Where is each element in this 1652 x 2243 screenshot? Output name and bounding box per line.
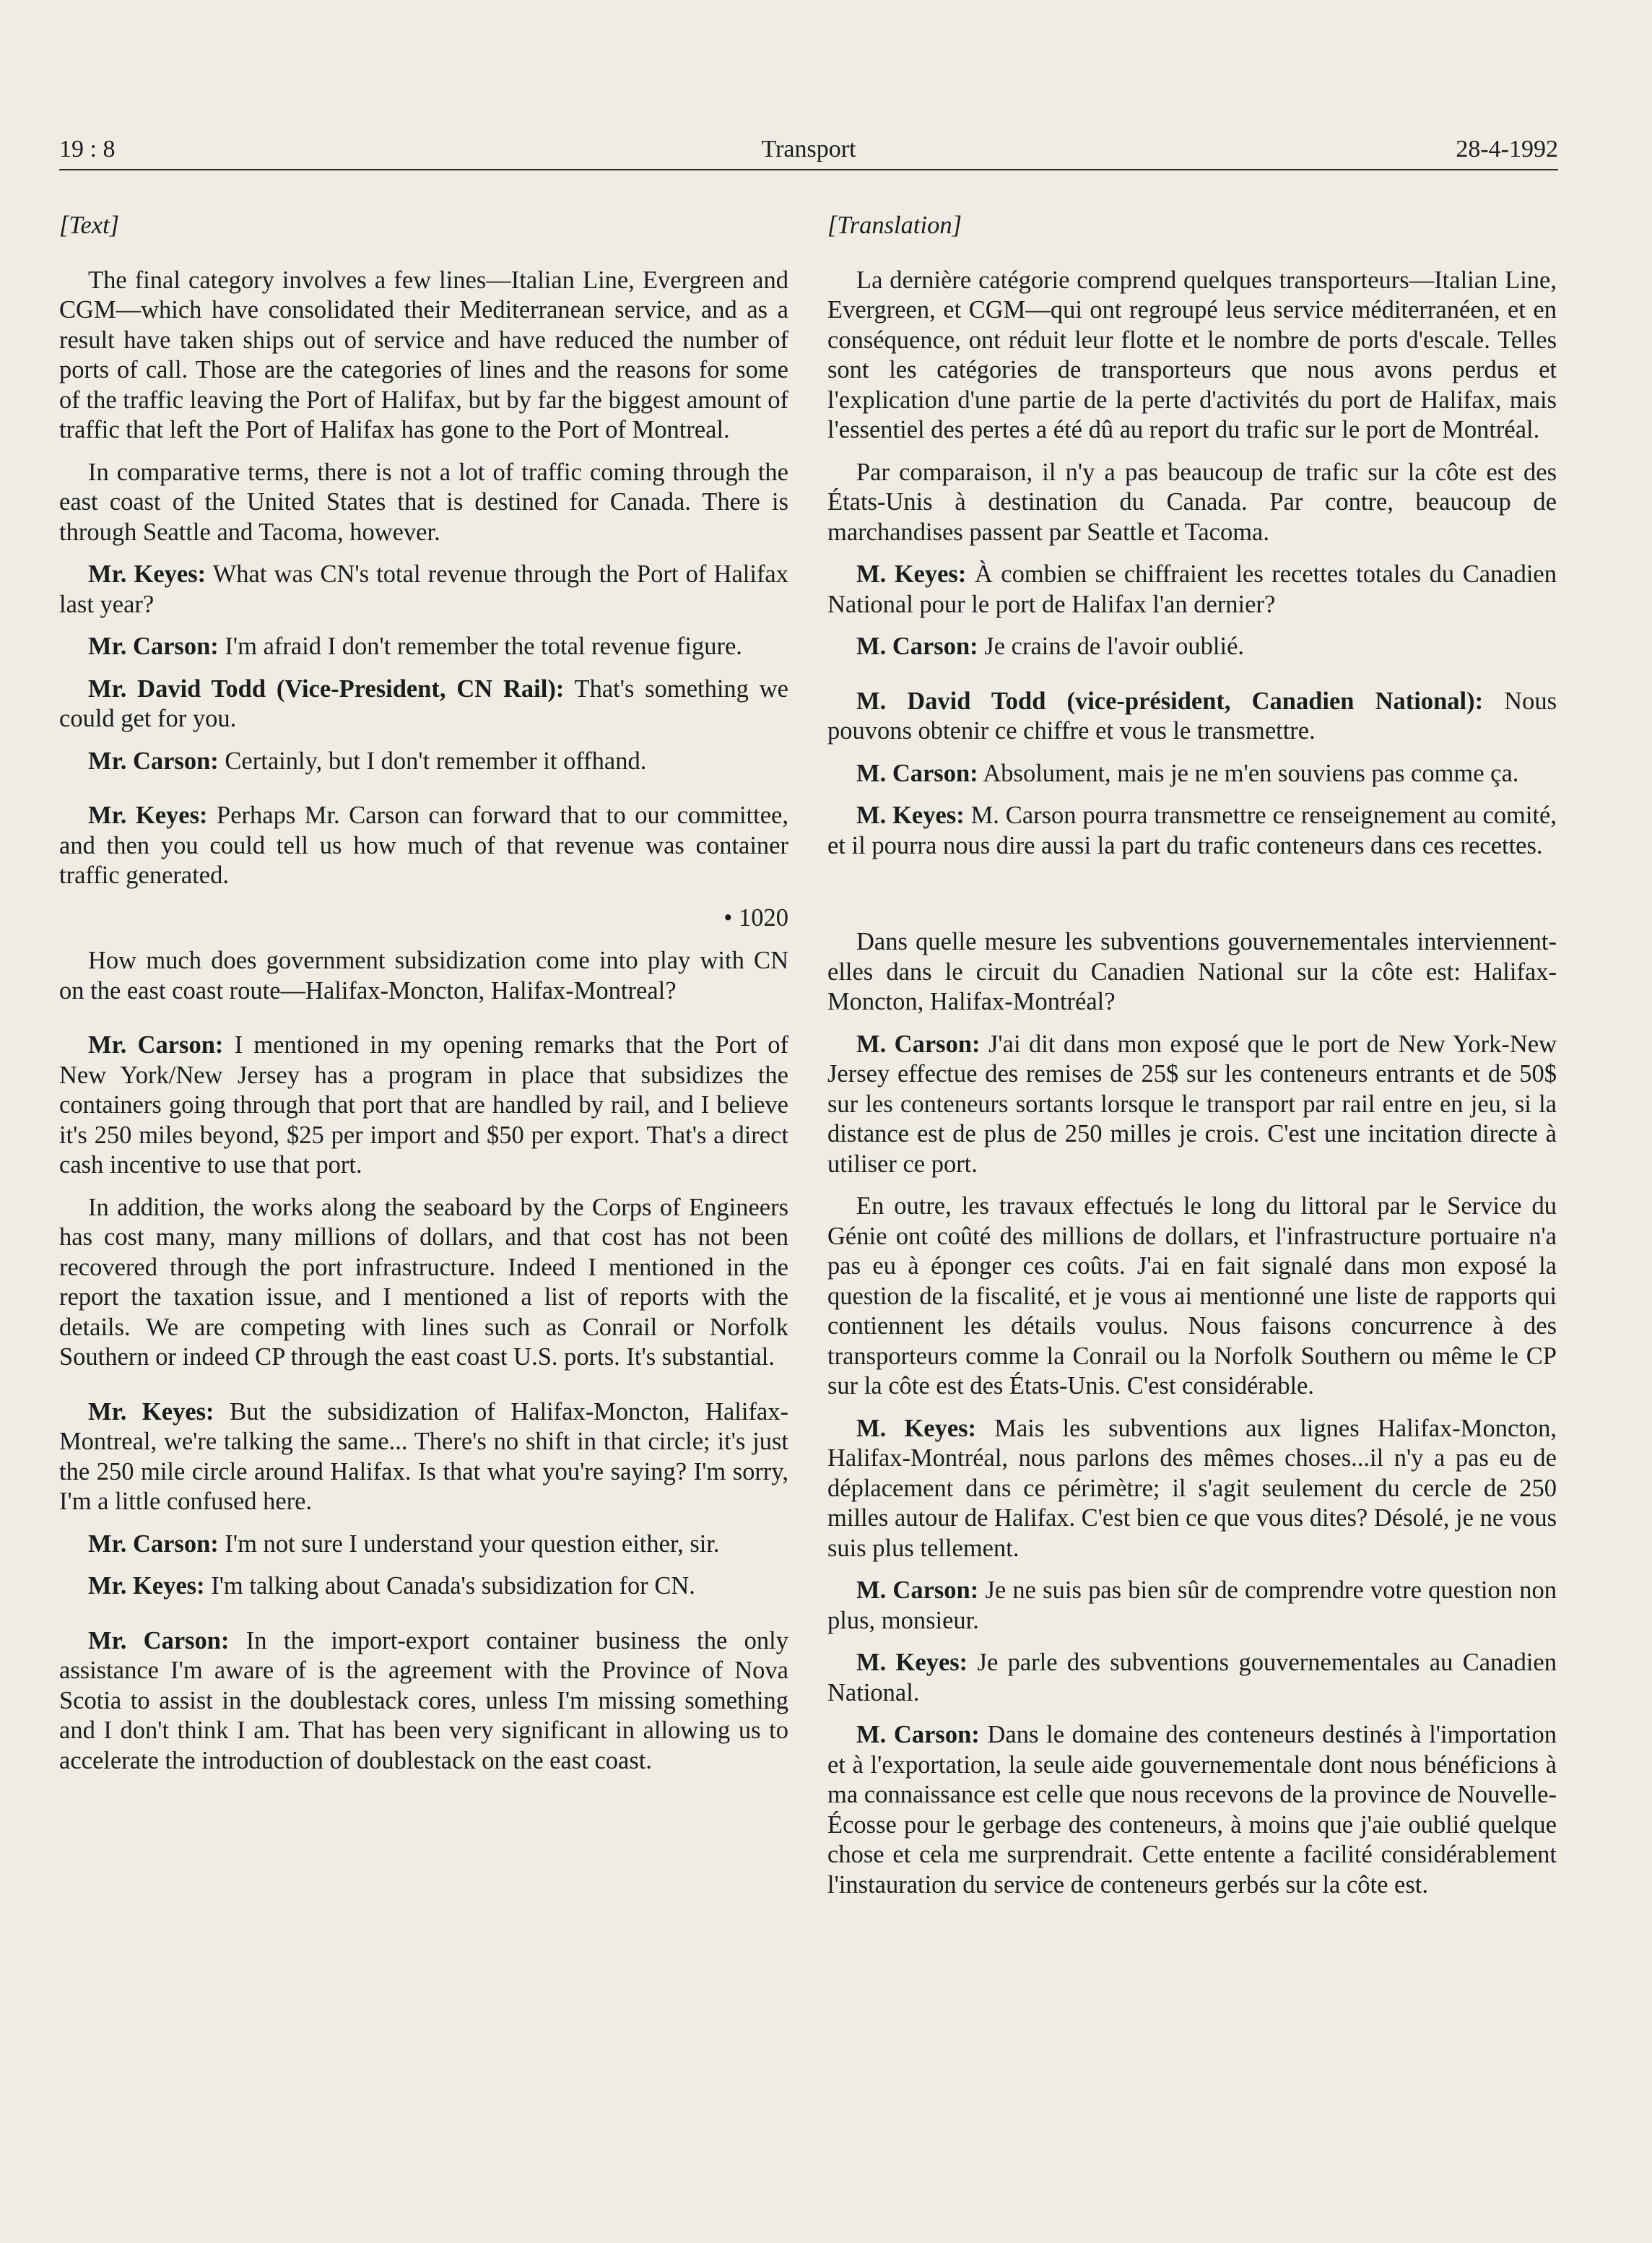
- paragraph: [59, 1571, 788, 1602]
- paragraph-text: En outre, les travaux effectués le long du littoral par le Service du Génie ont coûté des millions de dollars, et l'infrastructure portuaire n'a pas eu à éponger ces coûts. J'ai en fait signalé dans mon exposé la question de la fiscalité, et je vous ai mentionné une liste de rapports qui contiennent les détails voulus. Nous faisons concurrence à des transporteurs comme la Conrail ou la Norfolk Southern ou même le CP sur la côte est des États-Unis. C'est considérable.: [827, 1192, 1557, 1400]
- speaker-name: Mr. Carson:: [88, 1626, 230, 1654]
- paragraph-text: M. Carson pourra transmettre ce renseignement au comité, et il pourra nous dire aussi la part du trafic conteneurs dans ces recettes.: [827, 802, 1557, 859]
- paragraph-text: That's something we could get for you.: [59, 674, 788, 732]
- paragraph-text: Par comparaison, il n'y a pas beaucoup de trafic sur la côte est des États-Unis à destination du Canada. Par contre, beaucoup de marchandises passent par Seattle et Tacoma.: [827, 458, 1557, 546]
- paragraph: [59, 747, 788, 777]
- speaker-name: M. Carson:: [856, 759, 978, 787]
- paragraph: [59, 1031, 788, 1181]
- speaker-name: M. David Todd (vice-président, Canadien National):: [856, 687, 1484, 715]
- paragraph: [827, 1648, 1557, 1708]
- french-column: [827, 211, 1557, 1912]
- paragraph: [59, 1397, 788, 1517]
- speaker-name: Mr. Keyes:: [88, 560, 206, 588]
- paragraph: [827, 801, 1557, 861]
- column-label: [Text]: [59, 212, 120, 239]
- paragraph-text: I mentioned in my opening remarks that the Port of New York/New Jersey has a program in place that subsidizes the containers going through that port that are handled by rail, and I believe it's 250 miles beyond, $25 per import and $50 per export. That's a direct cash incentive to use that port.: [59, 1031, 788, 1179]
- english-column: [59, 211, 788, 1788]
- speaker-name: Mr. Carson:: [88, 747, 219, 775]
- speaker-name: M. Keyes:: [856, 560, 967, 588]
- paragraph-text: In comparative terms, there is not a lot of traffic coming through the east coast of the United States that is destined for Canada. There is through Seattle and Tacoma, however.: [59, 458, 788, 546]
- speaker-name: Mr. Keyes:: [88, 1397, 214, 1426]
- paragraph: [59, 946, 788, 1006]
- speaker-name: M. Keyes:: [856, 1414, 977, 1442]
- paragraph: [59, 1193, 788, 1373]
- speaker-name: M. Carson:: [856, 1721, 980, 1748]
- header-date: 28-4-1992: [1456, 136, 1558, 162]
- paragraph-text: Dans quelle mesure les subventions gouvernementales interviennent-elles dans le circuit du Canadien National sur la côte est: Halifax-Moncton, Halifax-Montréal?: [827, 928, 1557, 1015]
- speaker-name: M. Carson:: [856, 1576, 979, 1604]
- paragraph: [59, 266, 788, 446]
- paragraph-text: Je parle des subventions gouvernementales au Canadien National.: [827, 1649, 1557, 1706]
- paragraph-text: Perhaps Mr. Carson can forward that to our committee, and then you could tell us how much of that revenue was container traffic generated.: [59, 802, 788, 889]
- paragraph: [59, 674, 788, 734]
- paragraph-text: Mais les subventions aux lignes Halifax-Moncton, Halifax-Montréal, nous parlons des mêmes choses...il n'y a pas eu de déplacement dans ce périmètre; il s'agit seulement du cercle de 250 milles autour de Halifax. C'est bien ce que vous dites? Désolé, je ne vous suis plus tellement.: [827, 1414, 1557, 1562]
- speaker-name: Mr. Keyes:: [88, 802, 208, 829]
- paragraph-text: I'm not sure I understand your question either, sir.: [218, 1530, 720, 1558]
- paragraph-text: How much does government subsidization come into play with CN on the east coast route—Halifax-Moncton, Halifax-Montreal?: [59, 947, 788, 1005]
- paragraph-text: I'm talking about Canada's subsidization for CN.: [204, 1572, 695, 1600]
- paragraph-text: Nous pouvons obtenir ce chiffre et vous le transmettre.: [827, 687, 1557, 745]
- speaker-name: Mr. Keyes:: [88, 1572, 205, 1600]
- paragraph: [59, 1530, 788, 1560]
- paragraph: [827, 687, 1557, 747]
- speaker-name: M. Carson:: [856, 633, 978, 660]
- paragraph: [59, 632, 788, 662]
- paragraph: [827, 1414, 1557, 1564]
- paragraph: [59, 560, 788, 620]
- paragraph: [59, 458, 788, 548]
- page-header: [59, 129, 1558, 170]
- column-label: [Translation]: [827, 212, 962, 239]
- speaker-name: Mr. David Todd (Vice-President, CN Rail):: [88, 674, 565, 703]
- header-title: Transport: [761, 136, 856, 162]
- paragraph: [827, 1576, 1557, 1636]
- paragraph: [827, 560, 1557, 620]
- paragraph: [827, 759, 1557, 789]
- paragraph-text: Certainly, but I don't remember it offhand.: [218, 747, 647, 775]
- speaker-name: Mr. Carson:: [88, 1031, 224, 1059]
- paragraph-text: À combien se chiffraient les recettes totales du Canadien National pour le port de Halifax l'an dernier?: [827, 560, 1557, 618]
- paragraph-text: Je ne suis pas bien sûr de comprendre votre question non plus, monsieur.: [827, 1576, 1557, 1634]
- paragraph: [827, 266, 1557, 446]
- time-marker: • 1020: [723, 903, 788, 932]
- paragraph-text: I'm afraid I don't remember the total revenue figure.: [218, 633, 742, 660]
- paragraph: [59, 801, 788, 891]
- paragraph: [827, 927, 1557, 1018]
- paragraph-text: La dernière catégorie comprend quelques transporteurs—Italian Line, Evergreen, et CGM—qui ont regroupé leus service méditerranéen, et en conséquence, ont réduit leur flotte et le nombre de ports d'escale. Telles sont les catégories de transporteurs que nous avons perdus et l'explication d'une partie de la perte d'activités du port de Halifax, mais l'essentiel des pertes a été dû au report du trafic sur le port de Montréal.: [827, 266, 1557, 443]
- paragraph: [827, 1720, 1557, 1900]
- paragraph: [827, 1192, 1557, 1402]
- paragraph-text: What was CN's total revenue through the Port of Halifax last year?: [59, 560, 788, 618]
- paragraph-text: Je crains de l'avoir oublié.: [978, 633, 1245, 660]
- paragraph-text: In addition, the works along the seaboard by the Corps of Engineers has cost many, many millions of dollars, and that cost has not been recovered through the port infrastructure. Indeed I mentioned in the report the taxation issue, and I mentioned a list of reports with the details. We are competing with lines such as Conrail or Norfolk Southern or indeed CP through the east coast U.S. ports. It's substantial.: [59, 1193, 788, 1371]
- speaker-name: M. Keyes:: [856, 1649, 968, 1676]
- paragraph: [59, 1626, 788, 1776]
- speaker-name: Mr. Carson:: [88, 633, 219, 660]
- paragraph: [827, 1030, 1557, 1180]
- speaker-name: M. Keyes:: [856, 802, 965, 829]
- paragraph-text: The final category involves a few lines—Italian Line, Evergreen and CGM—which have consolidated their Mediterranean service, and as a result have taken ships out of service and have reduced the number of ports of call. Those are the categories of lines and the reasons for some of the traffic leaving the Port of Halifax, but by far the biggest amount of traffic that left the Port of Halifax has gone to the Port of Montreal.: [59, 266, 788, 443]
- speaker-name: Mr. Carson:: [88, 1530, 219, 1558]
- paragraph: [827, 632, 1557, 662]
- paragraph-text: But the subsidization of Halifax-Moncton, Halifax-Montreal, we're talking the same... There's no shift in that circle; it's just the 250 mile circle around Halifax. Is that what you're saying? I'm sorry, I'm a little confused here.: [59, 1397, 788, 1515]
- paragraph-text: In the import-export container business the only assistance I'm aware of is the agreement with the Province of Nova Scotia to assist in the doublestack cores, unless I'm missing something and I don't think I am. That has been very significant in allowing us to accelerate the introduction of doublestack on the east coast.: [59, 1626, 788, 1774]
- paragraph-text: Dans le domaine des conteneurs destinés à l'importation et à l'exportation, la seule aide gouvernementale dont nous bénéficions à ma connaissance est celle que nous recevons de la province de Nouvelle-Écosse pour le gerbage des conteneurs, à moins que j'aie oublié quelque chose et cela me surprendrait. Cette entente a facilité considérablement l'instauration du service de conteneurs gerbés sur la côte est.: [827, 1721, 1557, 1899]
- paragraph-text: Absolument, mais je ne m'en souviens pas comme ça.: [978, 759, 1519, 787]
- paragraph-text: J'ai dit dans mon exposé que le port de New York-New Jersey effectue des remises de 25$ sur les conteneurs entrants et de 50$ sur les conteneurs sortants lorsque le transport par rail entre en jeu, si la distance est de plus de 250 milles je crois. C'est une incitation directe à utiliser ce port.: [827, 1030, 1557, 1178]
- page-number: 19 : 8: [59, 136, 116, 162]
- speaker-name: M. Carson:: [856, 1030, 981, 1058]
- paragraph: [827, 458, 1557, 548]
